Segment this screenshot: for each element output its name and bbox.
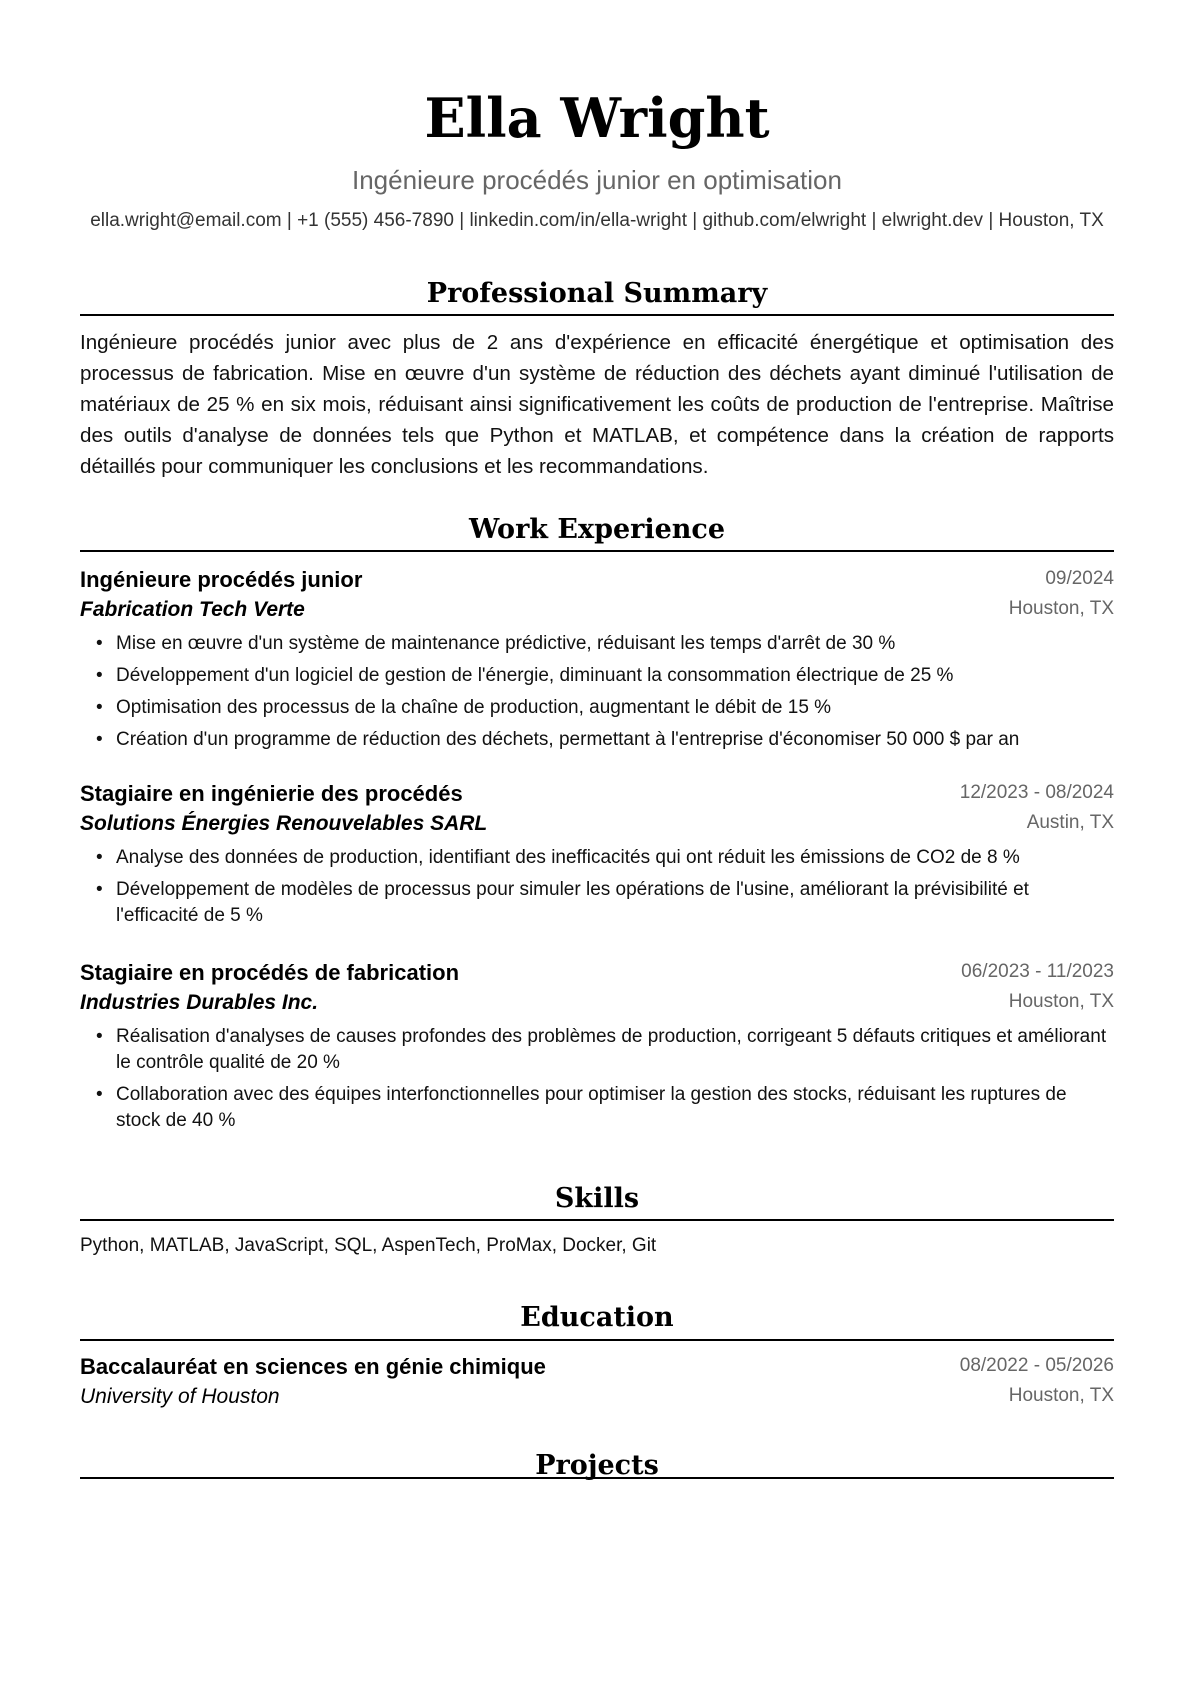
- job-company: Solutions Énergies Renouvelables SARL: [80, 812, 488, 835]
- job-location: Houston, TX: [1008, 991, 1114, 1012]
- job-date: 12/2023 - 08/2024: [959, 782, 1114, 803]
- job-date: 09/2024: [1045, 568, 1114, 589]
- experience-divider: [80, 550, 1114, 552]
- education-heading: Education: [520, 1302, 674, 1333]
- list-item: • Mise en œuvre d'un système de maintenance prédictive, réduisant les temps d'arrêt de 30 %: [116, 631, 1114, 657]
- job-bullets: [80, 1024, 1114, 1134]
- skills-divider: [80, 1219, 1114, 1221]
- school-name: University of Houston: [80, 1385, 280, 1408]
- list-item: • Développement de modèles de processus pour simuler les opérations de l'usine, améliorant la prévisibilité et l'efficacité de 5 %: [116, 877, 1114, 929]
- job-title: Ingénieure procédés junior: [80, 567, 363, 592]
- job-entry: [80, 958, 1114, 1140]
- projects-heading: Projects: [535, 1450, 659, 1481]
- education-entry: [80, 1352, 1114, 1412]
- list-item: • Création d'un programme de réduction des déchets, permettant à l'entreprise d'économiser 50 000 $ par an: [116, 727, 1114, 753]
- job-location: Austin, TX: [1026, 812, 1114, 833]
- job-date: 06/2023 - 11/2023: [961, 961, 1114, 982]
- job-title: Stagiaire en procédés de fabrication: [80, 960, 460, 985]
- summary-divider: [80, 314, 1114, 316]
- projects-divider: [80, 1477, 1114, 1479]
- job-company: Fabrication Tech Verte: [80, 598, 305, 621]
- job-location: Houston, TX: [1008, 598, 1114, 619]
- candidate-name: Ella Wright: [424, 86, 770, 150]
- job-entry: [80, 779, 1114, 935]
- job-title: Stagiaire en ingénierie des procédés: [80, 781, 463, 806]
- job-company: Industries Durables Inc.: [80, 991, 319, 1014]
- job-bullets: [80, 631, 1114, 753]
- education-divider: [80, 1339, 1114, 1341]
- job-bullets: [80, 845, 1114, 929]
- list-item: • Optimisation des processus de la chaîne de production, augmentant le débit de 15 %: [116, 695, 1114, 721]
- skills-heading: Skills: [554, 1183, 640, 1214]
- list-item: • Analyse des données de production, identifiant des inefficacités qui ont réduit les émissions de CO2 de 8 %: [116, 845, 1114, 871]
- skills-text: Python, MATLAB, JavaScript, SQL, AspenTech, ProMax, Docker, Git: [80, 1235, 657, 1256]
- education-date: 08/2022 - 05/2026: [959, 1355, 1114, 1376]
- summary-text: Ingénieure procédés junior avec plus de 2 ans d'expérience en efficacité énergétique et optimisation des processus de fabrication. Mise en œuvre d'un système de réduction des déchets ayant diminué l'utilisation de matériaux de 25 % en six mois, réduisant ainsi significativement les coûts de production de l'entreprise. Maîtrise des outils d'analyse de données tels que Python et MATLAB, et compétence dans la création de rapports détaillés pour communiquer les conclusions et les recommandations.: [80, 331, 1114, 478]
- education-location: Houston, TX: [1008, 1385, 1114, 1406]
- contact-line: ella.wright@email.com | +1 (555) 456-7890 | linkedin.com/in/ella-wright | github.com/elwright | elwright.dev | Houston, TX: [90, 210, 1104, 231]
- summary-heading: Professional Summary: [426, 278, 768, 309]
- degree-title: Baccalauréat en sciences en génie chimique: [80, 1354, 546, 1379]
- experience-heading: Work Experience: [468, 514, 726, 545]
- list-item: • Collaboration avec des équipes interfonctionnelles pour optimiser la gestion des stocks, réduisant les ruptures de stock de 40 %: [116, 1082, 1114, 1134]
- list-item: • Réalisation d'analyses de causes profondes des problèmes de production, corrigeant 5 défauts critiques et améliorant le contrôle qualité de 20 %: [116, 1024, 1114, 1076]
- list-item: • Développement d'un logiciel de gestion de l'énergie, diminuant la consommation électrique de 25 %: [116, 663, 1114, 689]
- candidate-title: Ingénieure procédés junior en optimisation: [352, 165, 842, 195]
- job-entry: [80, 565, 1114, 759]
